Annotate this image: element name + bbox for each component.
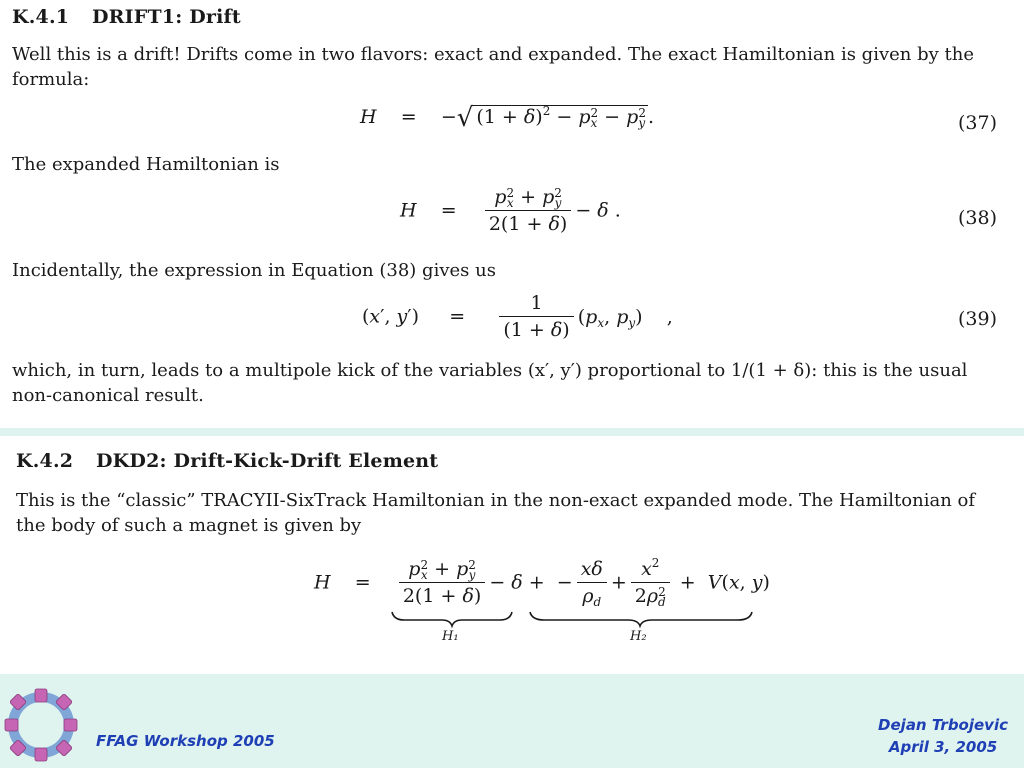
dkd-intro-line-1: This is the “classic” TRACYII-SixTrack Hamiltonian in the non-exact expanded mode. The Hamiltonian of [16, 490, 976, 511]
intro-paragraph [12, 42, 974, 92]
author-block [878, 714, 1008, 758]
incidental-text: Incidentally, the expression in Equation (38) gives us [12, 260, 496, 281]
equation-38: H = p2 x + p2 y 2(1 + δ) − δ . [400, 186, 621, 235]
expanded-text: The expanded Hamiltonian is [12, 154, 280, 175]
author-name: Dejan Trbojevic [878, 716, 1008, 734]
workshop-label: FFAG Workshop 2005 [96, 732, 275, 750]
conclusion-line-1: which, in turn, leads to a multipole kick of the variables (x′, y′) proportional to 1/(1 + δ): this is the usual [12, 360, 968, 381]
underbrace-h1-label: H₁ [442, 629, 459, 644]
dkd-equation: H = p2 x + p2 y 2(1 + δ) − δ + − $\frac{x\delta}{\rho_d}$ + $x^2$ 2ρ2 d + V(x, y) [314, 556, 770, 609]
section-divider [0, 428, 1024, 436]
section-title: DKD2: Drift-Kick-Drift Element [96, 450, 439, 472]
underbrace-h2 [530, 612, 752, 626]
section-k41-heading [12, 6, 241, 28]
dkd-intro-line-2: the body of such a magnet is given by [16, 515, 362, 536]
conclusion-paragraph [12, 358, 967, 408]
section-number: K.4.1 [12, 6, 70, 28]
section-k42-panel [0, 436, 1024, 674]
equation-39-number: (39) [958, 308, 998, 330]
presentation-date: April 3, 2005 [888, 738, 998, 756]
footer-band [0, 674, 1024, 768]
equation-39: (x′, y′) = $\frac{1}{(1 + \delta)}$ ($p_x$, $p_y$) , [362, 292, 673, 341]
section-number: K.4.2 [16, 450, 74, 472]
intro-line-2: formula: [12, 69, 90, 90]
intro-line-1: Well this is a drift! Drifts come in two flavors: exact and expanded. The exact Hamiltonian is given by the [12, 44, 974, 65]
equation-38-number: (38) [958, 207, 998, 229]
conclusion-line-2: non-canonical result. [12, 385, 204, 406]
underbrace-h2-label: H₂ [630, 629, 647, 644]
ffag-ring-logo [2, 686, 80, 764]
equation-37-number: (37) [958, 112, 998, 134]
section-title: DRIFT1: Drift [92, 6, 241, 28]
underbraces [0, 436, 1024, 674]
equation-37: H = −√ $(1 + \delta)^2 - p2$ x − p2 y . [360, 103, 654, 133]
underbrace-h1 [392, 612, 512, 626]
